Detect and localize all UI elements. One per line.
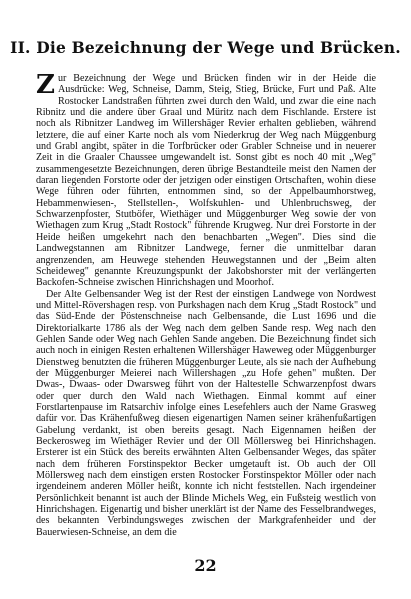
paragraph-2: Der Alte Gelbensander Weg ist der Rest der einstigen Landwege von Nordwest und Mittel-Rövershagen resp. von Purkshagen nach dem Krug „Stadt Rostock" und das Süd-Ende der Pöstenschneise nach Gelbensande, die Lust 1696 und die Direktorialkarte 1786 als der Weg nach dem gelben Sande resp. Weg nach den Gehlen Sande oder Weg nach Gehlen Sande angeben. Die Bezeichnung findet sich auch noch in einigen Resten erhaltenen Willershäger Haweweg oder Müggenburger Dienstweg benutzten die früheren Müggenburger Leute, als sie nach der Aufhebung der Müggenburger Meierei nach Willershagen „zu Hofe gehen" mußten. Der Dwas-, Dwaas- oder Dwarsweg führt von der Haltestelle Schwarzenpfost dwars oder quer durch den Wald nach Wiethagen. Einmal kommt auf einer Forstlartenpause im Ratsarchiv infolge eines Lesefehlers auch der Name Grasweg dafür vor. Das Krähenfußweg diesen eigenartigen Namen seiner krähenfußartigen Gabelung verdankt, ist oben bereits gesagt. Nach Eigennamen heißen der Beckerosweg im Wiethäger Revier und der Oll Möllersweg bei Hinrichshagen. Ersterer ist ein Stück des bereits erwähnten Alten Gelbensander Weges, das später nach dem früheren Forstinspektor Becker umgetauft ist. Ob auch der Oll Möllersweg nach dem einstigen ersten Rostocker Forstinspektor Möller oder nach irgendeinem anderen Möller heißt, konnte ich nicht feststellen. Nach irgendeiner Persönlichkeit benannt ist auch der Blinde Michels Weg, ein Fußsteig westlich von Hinrichshagen. Eigenartig und bisher unerklärt ist der Name des Fesselbrandweges, des bekannten Verbindungsweges zwischen der Markgrafenheider und der Bauerwiesen-Schneise, an dem die bbox=[36, 288, 376, 538]
paragraph-1-text: ur Bezeichnung der Wege und Brücken finden wir in der Heide die Ausdrücke: Weg, Schneise, Damm, Steig, Stieg, Brücke, Furt und Paß. Alte Rostocker Landstraßen führten zwei durch den Wald, und zwar die eine nach Ribnitz und die andere über Graal und Müritz nach dem Fischlande. Erstere ist noch als Ribnitzer Landweg im Willershäger Revier erhalten geblieben, während letztere, die auf einer Karte noch als vom Niederkrug der Weg nach Müggenburg und Grabl angibt, später in die Torfbrücker oder Grabler Schneise und in neuerer Zeit in die Graaler Chaussee umgewandelt ist. Sonst gibt es noch 40 mit „Weg" zusammengesetzte Bezeichnungen, deren übrige Bestandteile meist den Namen der daran liegenden Forstorte oder der jetzigen oder einstigen Ortschaften, wohin diese Wege führen oder führten, entnommen sind, so der Appelbaumhorstweg, Hebammenwiesen-, Stellstellen-, Wolfskuhlen- und Uhlenbruchsweg, der Schwarzenpfoster, Stutböfer, Wiethäger und Müggenburger Weg sowie der von Wiethagen zum Krug „Stadt Rostock" führende Krugweg. Nur drei Forstorte in der Heide heißen umgekehrt nach den benachbarten „Wegen". Dies sind die Landwegstannen am Ribnitzer Landwege, ferner die unmittelbar daran angrenzenden, am Heuwege stehenden Heuwegstannen und der „Beim alten Scheideweg" genannte Kreuzungspunkt der Jakobshorster mit der verlängerten Backofen-Schneise zwischen Hinrichshagen und Moorhof. bbox=[36, 73, 376, 289]
body-text bbox=[36, 70, 376, 538]
paragraph-1 bbox=[36, 70, 376, 289]
chapter-heading: II. Die Bezeichnung der Wege und Brücken. bbox=[10, 38, 401, 57]
drop-cap: Z bbox=[36, 70, 55, 100]
page-number: 22 bbox=[194, 556, 217, 575]
